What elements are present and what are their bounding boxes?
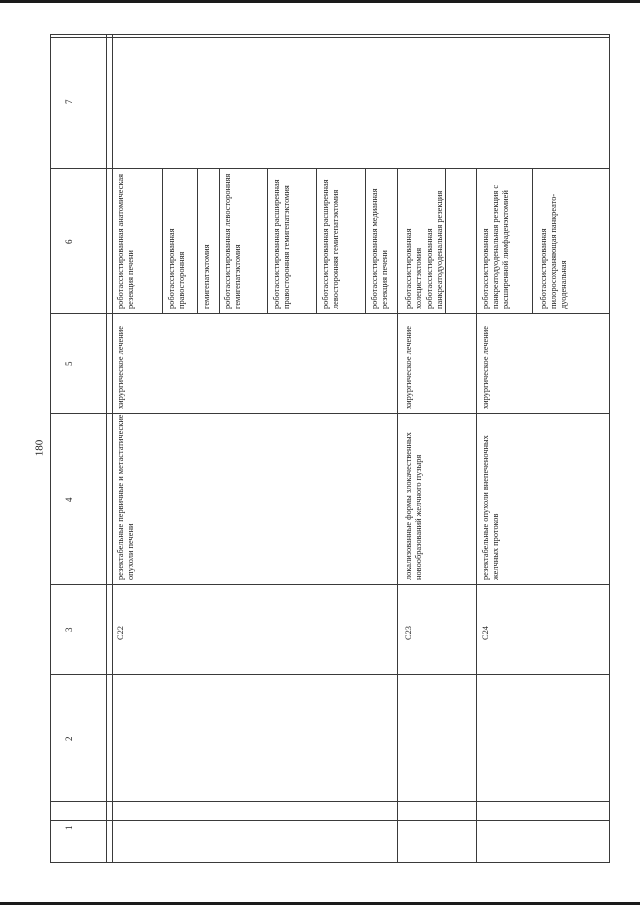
scan-edge-top xyxy=(0,0,640,3)
page-number: 180 xyxy=(33,439,46,457)
method-divider xyxy=(219,168,220,313)
method-divider xyxy=(162,168,163,313)
column-header: 6 xyxy=(64,239,74,244)
method-text: роботассистированная расширенная правосторонняя гемигепатэктомия xyxy=(272,179,292,309)
condition-text: резектабельные опухоли внепеченочных желчных протоков xyxy=(481,435,501,580)
method-divider xyxy=(197,168,198,313)
table-border-bottom xyxy=(50,862,610,863)
table-border-top xyxy=(50,34,610,35)
treatment-type: хирургическое лечение xyxy=(116,326,125,409)
method-divider xyxy=(365,168,366,313)
body-start-divider xyxy=(112,34,113,863)
group-divider-c23-c24 xyxy=(476,168,477,863)
column-header: 5 xyxy=(64,361,74,366)
method-text: роботассистированная пилоросохраняющая панкреато-дуоденальная xyxy=(539,193,569,309)
treatment-type: хирургическое лечение xyxy=(481,326,490,409)
column-header: 3 xyxy=(64,627,74,632)
band-divider-4-3 xyxy=(50,584,610,585)
group-divider-c22-c23 xyxy=(397,168,398,863)
header-top-rule xyxy=(50,37,610,38)
band-divider-1-end xyxy=(50,820,610,821)
band-divider-2-1 xyxy=(50,801,610,802)
method-text: роботассистированная медианная резекция печени xyxy=(370,188,390,309)
band-divider-3-2 xyxy=(50,674,610,675)
table-border-right xyxy=(609,34,610,863)
method-text: роботассистированная панкреатодуоденальная резекция с расширенной лимфаденэктомией xyxy=(481,184,511,309)
method-text: роботассистированная холецистэктомия xyxy=(404,228,424,309)
method-text: роботассистированная анатомическая резекция печени xyxy=(116,174,136,309)
method-text: гемигепатэктомия xyxy=(202,244,211,309)
column-header: 4 xyxy=(64,497,74,502)
method-text: роботассистированная расширенная левосторонняя гемигепатэктомия xyxy=(321,179,341,309)
method-text: роботассистированная левосторонняя гемигепатэктомия xyxy=(223,173,243,309)
column-header: 7 xyxy=(64,99,74,104)
method-text: роботассистированная правосторонняя xyxy=(167,228,187,309)
band-divider-7-6 xyxy=(50,168,610,169)
method-divider xyxy=(532,168,533,313)
column-header: 1 xyxy=(64,825,74,830)
header-row-divider xyxy=(106,34,107,863)
diagnosis-code: C24 xyxy=(481,626,490,640)
band-divider-6-5 xyxy=(50,313,610,314)
condition-text: локализованные формы злокачественных новообразований желчного пузыря xyxy=(404,432,424,580)
method-divider xyxy=(316,168,317,313)
method-divider xyxy=(267,168,268,313)
treatment-type: хирургическое лечение xyxy=(404,326,413,409)
treatment-table xyxy=(50,34,610,863)
table-border-left xyxy=(50,34,51,863)
column-header: 2 xyxy=(64,736,74,741)
condition-text: резектабельные первичные и метастатические опухоли печени xyxy=(116,414,136,580)
method-text: роботассистированная панкреатодуоденальная резекция xyxy=(425,190,445,309)
diagnosis-code: C22 xyxy=(116,626,125,640)
diagnosis-code: C23 xyxy=(404,626,413,640)
